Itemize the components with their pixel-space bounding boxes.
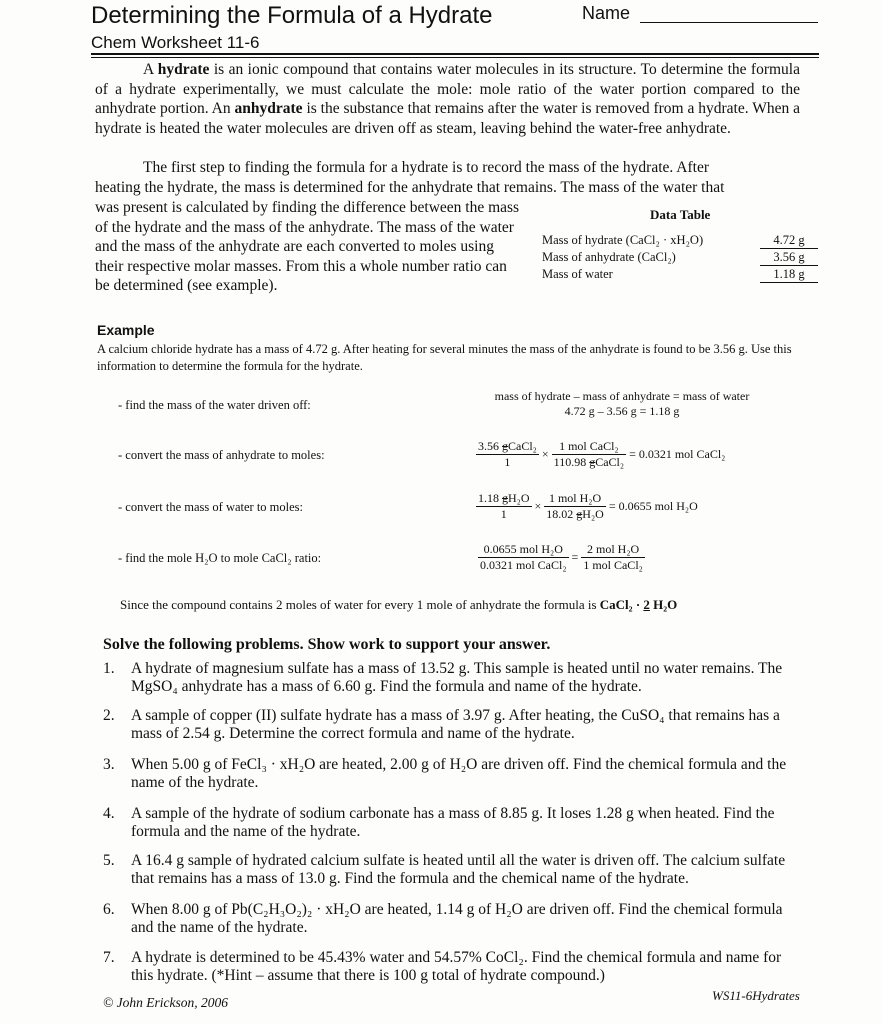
- intro-paragraph-2-rest: was present is calculated by finding the difference between the mass of the hydrate and the mass of the anhydrate. The mass of the water and the mass of the anhydrate are each converted to moles using their respective molar masses. From this a whole number ratio can be determined (see example).: [95, 199, 520, 294]
- header-rule: [91, 53, 819, 55]
- step-ratio-calc: $\frac{\text{0.0655 mol H₂O}}{\text{0.0321 mol CaCl₂}}$ = $\frac{\text{2 mol H₂O}}{\text{1 mol CaCl₂}}$: [480, 542, 643, 572]
- data-table-row: Mass of water 1.18 g: [542, 267, 820, 285]
- intro-paragraph-2-start: The first step to finding the formula for a hydrate is to record the mass of the hydrate. After heating the hydrate, the mass is determined for the anhydrate that remains. The mass of the water that: [95, 159, 725, 196]
- problems-heading: Solve the following problems. Show work to support your answer.: [103, 636, 551, 653]
- term-anhydrate: anhydrate: [234, 100, 303, 117]
- example-text: A calcium chloride hydrate has a mass of 4.72 g. After heating for several minutes the mass of the anhydrate is found to be 3.56 g. Use this information to determine the formula for the hydrate.: [97, 342, 792, 373]
- worksheet-code: WS11-6Hydrates: [712, 988, 800, 1003]
- copyright: © John Erickson, 2006: [103, 995, 228, 1010]
- data-table-title: Data Table: [650, 207, 711, 222]
- header-rule-thin: [91, 57, 819, 58]
- term-hydrate: hydrate: [157, 61, 210, 78]
- name-label: Name: [582, 3, 631, 23]
- step-ratio-label: - find the mole H₂O to mole CaCl₂ ratio:: [118, 551, 322, 565]
- step-anhydrate-calc: $\frac{\text{3.56 gCaCl₂}}{1}$ × $\frac{\text{1 mol CaCl₂}}{\text{110.98 gCaCl₂}}$ = 0.0321 mol CaCl₂: [478, 439, 726, 469]
- step-anhydrate-label: - convert the mass of anhydrate to moles:: [118, 448, 325, 462]
- step-water-moles-calc: $\frac{\text{1.18 gH₂O}}{1}$ × $\frac{\text{1 mol H₂O}}{\text{18.02 gH₂O}}$ = 0.0655 mol H₂O: [478, 491, 698, 521]
- page-subtitle: Chem Worksheet 11-6: [91, 33, 260, 52]
- example-heading: Example: [97, 322, 155, 338]
- example-conclusion: Since the compound contains 2 moles of water for every 1 mole of anhydrate the formula is CaCl₂ · 2 H₂O: [120, 597, 678, 612]
- worksheet-page: Determining the Formula of a Hydrate Chem Worksheet 11-6 Name A hydrate is an ionic compound that contains water molecules in its structure. To determine the formula of a hydrate experimentally, we must calculate the mole: mole ratio of the water portion compared to the anhydrate portion. An anhydrate is the substance that remains after the water is removed from a hydrate. When a hydrate is heated the water molecules are driven off as steam, leaving behind the water-free anhydrate. The first step to finding the formula for a hydrate is to record the mass of the hydrate. After heating the hydrate, the mass is determined for the anhydrate that remains. The mass of the water that was present is calculated by finding the difference between the mass of the hydrate and the mass of the anhydrate. The mass of the water and the mass of the anhydrate are each converted to moles using their respective molar masses. From this a whole number ratio can be determined (see example). Data Table Mass of hydrate (CaCl₂ · xH₂O) 4.72 g Mass of anhydrate (CaCl₂) 3.56 g Mass of water 1.18 g Example A calcium chloride hydrate has a mass of 4.72 g. After heating for several minutes the mass of the anhydrate is found to be 3.56 g. Use this information to determine the formula for the hydrate. - find the mass of the water driven off: mass of hydrate – mass of anhydrate = mass of water 4.72 g – 3.56 g = 1.18 g - convert the mass of anhydrate to moles: $\frac{\text{3.56 gCaCl₂}}{1}$ × $\frac{\text{1 mol CaCl₂}}{\text{110.98 gCaCl₂}}$ = 0.0321 mol CaCl₂ - convert the mass of water to moles: $\frac{\text{1.18 gH₂O}}{1}$ × $\frac{\text{1 mol H₂O}}{\text{18.02 gH₂O}}$ = 0.0655 mol H₂O - find the mole H₂O to mole CaCl₂ ratio: $\frac{\text{0.0655 mol H₂O}}{\text{0.0321 mol CaCl₂}}$ = $\frac{\text{2 mol H₂O}}{\text{1 mol CaCl₂}}$ Since the compound contains 2 moles of water for every 1 mole of anhydrate the formula is CaCl₂ · 2 H₂O Solve the following problems. Show work to support your answer. 1. A hydrate of magnesium sulfate has a mass of 13.52 g. This sample is heated until no water remains. The MgSO₄ anhydrate has a mass of 6.60 g. Find the formula and name of the hydrate. 2. A sample of copper (II) sulfate hydrate has a mass of 3.97 g. After heating, the CuSO₄ that remains has a mass of 2.54 g. Determine the correct formula and name of the hydrate. 3. When 5.00 g of FeCl₃ · xH₂O are heated, 2.00 g of H₂O are driven off. Find the chemical formula and the name of the hydrate. 4. A sample of the hydrate of sodium carbonate has a mass of 8.85 g. It loses 1.28 g when heated. Find the formula and the name of the hydrate. 5. A 16.4 g sample of hydrated calcium sulfate is heated until all the water is driven off. The calcium sulfate that remains has a mass of 13.0 g. Find the formula and the chemical name of the hydrate. 6. When 8.00 g of Pb(C₂H₃O₂)₂ · xH₂O are heated, 1.14 g of H₂O are driven off. Find the chemical formula and the name of the hydrate. 7. A hydrate is determined to be 45.43% water and 54.57% CoCl₂. Find the chemical formula and name for this hydrate. (*Hint – assume that there is 100 g total of hydrate compound.) © John Erickson, 2006 WS11-6Hydrates: [0, 0, 882, 1024]
- intro-paragraph-1: A hydrate is an ionic compound that contains water molecules in its structure. To determine the formula of a hydrate experimentally, we must calculate the mole: mole ratio of the water portion compared to the anhydrate portion. An anhydrate is the substance that remains after the water is removed from a hydrate. When a hydrate is heated the water molecules are driven off as steam, leaving behind the water-free anhydrate.: [95, 61, 800, 137]
- name-blank-line: [640, 22, 818, 23]
- step-water-label: - find the mass of the water driven off:: [118, 398, 311, 412]
- step-water-calc: mass of hydrate – mass of anhydrate = mass of water 4.72 g – 3.56 g = 1.18 g: [494, 389, 750, 418]
- data-table-row: Mass of anhydrate (CaCl₂) 3.56 g: [542, 250, 820, 268]
- step-water-moles-label: - convert the mass of water to moles:: [118, 500, 304, 514]
- page-title: Determining the Formula of a Hydrate: [91, 2, 493, 29]
- data-table-row: Mass of hydrate (CaCl₂ · xH₂O) 4.72 g: [542, 233, 820, 251]
